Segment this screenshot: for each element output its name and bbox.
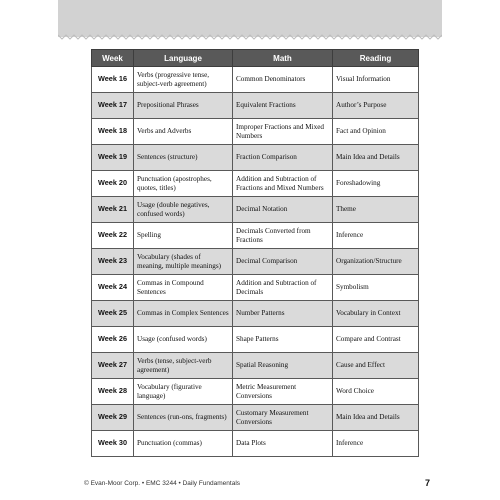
decorative-top-band	[58, 0, 442, 37]
table-row	[92, 301, 419, 327]
table-row	[92, 405, 419, 431]
week-cell: Week 26	[92, 327, 134, 353]
language-cell: Vocabulary (figurative language)	[134, 379, 233, 405]
language-cell: Usage (confused words)	[134, 327, 233, 353]
table-header-row	[92, 50, 419, 67]
language-cell: Punctuation (commas)	[134, 431, 233, 457]
week-cell: Week 23	[92, 249, 134, 275]
language-cell: Punctuation (apostrophes, quotes, titles)	[134, 171, 233, 197]
reading-cell: Inference	[333, 431, 419, 457]
footer-credit: © Evan-Moor Corp. • EMC 3244 • Daily Fundamentals	[84, 480, 241, 487]
page-number: 7	[424, 478, 430, 488]
reading-cell: Foreshadowing	[333, 171, 419, 197]
language-cell: Sentences (structure)	[134, 145, 233, 171]
math-cell: Decimals Converted from Fractions	[233, 223, 333, 249]
week-cell: Week 21	[92, 197, 134, 223]
math-cell: Decimal Notation	[233, 197, 333, 223]
math-cell: Data Plots	[233, 431, 333, 457]
table-row	[92, 171, 419, 197]
math-cell: Common Denominators	[233, 67, 333, 93]
week-cell: Week 22	[92, 223, 134, 249]
math-cell: Shape Patterns	[233, 327, 333, 353]
week-cell: Week 17	[92, 93, 134, 119]
table-row	[92, 223, 419, 249]
reading-cell: Symbolism	[333, 275, 419, 301]
math-cell: Number Patterns	[233, 301, 333, 327]
weekly-schedule-table	[91, 49, 419, 457]
reading-cell: Main Idea and Details	[333, 405, 419, 431]
table-row	[92, 431, 419, 457]
language-cell: Prepositional Phrases	[134, 93, 233, 119]
page-footer	[84, 478, 430, 490]
math-cell: Improper Fractions and Mixed Numbers	[233, 119, 333, 145]
math-cell: Spatial Reasoning	[233, 353, 333, 379]
reading-cell: Visual Information	[333, 67, 419, 93]
language-cell: Verbs (progressive tense, subject-verb agreement)	[134, 67, 233, 93]
math-cell: Addition and Subtraction of Decimals	[233, 275, 333, 301]
week-cell: Week 19	[92, 145, 134, 171]
table-body	[92, 67, 419, 457]
header-reading: Reading	[333, 50, 419, 67]
week-cell: Week 28	[92, 379, 134, 405]
zigzag-border	[58, 33, 442, 41]
week-cell: Week 30	[92, 431, 134, 457]
table-row	[92, 119, 419, 145]
week-cell: Week 24	[92, 275, 134, 301]
language-cell: Spelling	[134, 223, 233, 249]
language-cell: Commas in Compound Sentences	[134, 275, 233, 301]
table-row	[92, 145, 419, 171]
week-cell: Week 20	[92, 171, 134, 197]
math-cell: Fraction Comparison	[233, 145, 333, 171]
language-cell: Vocabulary (shades of meaning, multiple meanings)	[134, 249, 233, 275]
math-cell: Addition and Subtraction of Fractions and Mixed Numbers	[233, 171, 333, 197]
language-cell: Commas in Complex Sentences	[134, 301, 233, 327]
reading-cell: Vocabulary in Context	[333, 301, 419, 327]
table-row	[92, 275, 419, 301]
math-cell: Customary Measurement Conversions	[233, 405, 333, 431]
week-cell: Week 16	[92, 67, 134, 93]
language-cell: Verbs (tense, subject-verb agreement)	[134, 353, 233, 379]
table-row	[92, 353, 419, 379]
reading-cell: Author’s Purpose	[333, 93, 419, 119]
reading-cell: Fact and Opinion	[333, 119, 419, 145]
reading-cell: Cause and Effect	[333, 353, 419, 379]
math-cell: Decimal Comparison	[233, 249, 333, 275]
table-row	[92, 67, 419, 93]
table-row	[92, 327, 419, 353]
header-week: Week	[92, 50, 134, 67]
table-row	[92, 197, 419, 223]
reading-cell: Organization/Structure	[333, 249, 419, 275]
week-cell: Week 25	[92, 301, 134, 327]
reading-cell: Inference	[333, 223, 419, 249]
week-cell: Week 18	[92, 119, 134, 145]
reading-cell: Main Idea and Details	[333, 145, 419, 171]
week-cell: Week 29	[92, 405, 134, 431]
week-cell: Week 27	[92, 353, 134, 379]
table-row	[92, 249, 419, 275]
math-cell: Metric Measurement Conversions	[233, 379, 333, 405]
table-row	[92, 93, 419, 119]
reading-cell: Compare and Contrast	[333, 327, 419, 353]
table-row	[92, 379, 419, 405]
language-cell: Verbs and Adverbs	[134, 119, 233, 145]
language-cell: Sentences (run-ons, fragments)	[134, 405, 233, 431]
header-math: Math	[233, 50, 333, 67]
language-cell: Usage (double negatives, confused words)	[134, 197, 233, 223]
reading-cell: Word Choice	[333, 379, 419, 405]
header-language: Language	[134, 50, 233, 67]
math-cell: Equivalent Fractions	[233, 93, 333, 119]
reading-cell: Theme	[333, 197, 419, 223]
